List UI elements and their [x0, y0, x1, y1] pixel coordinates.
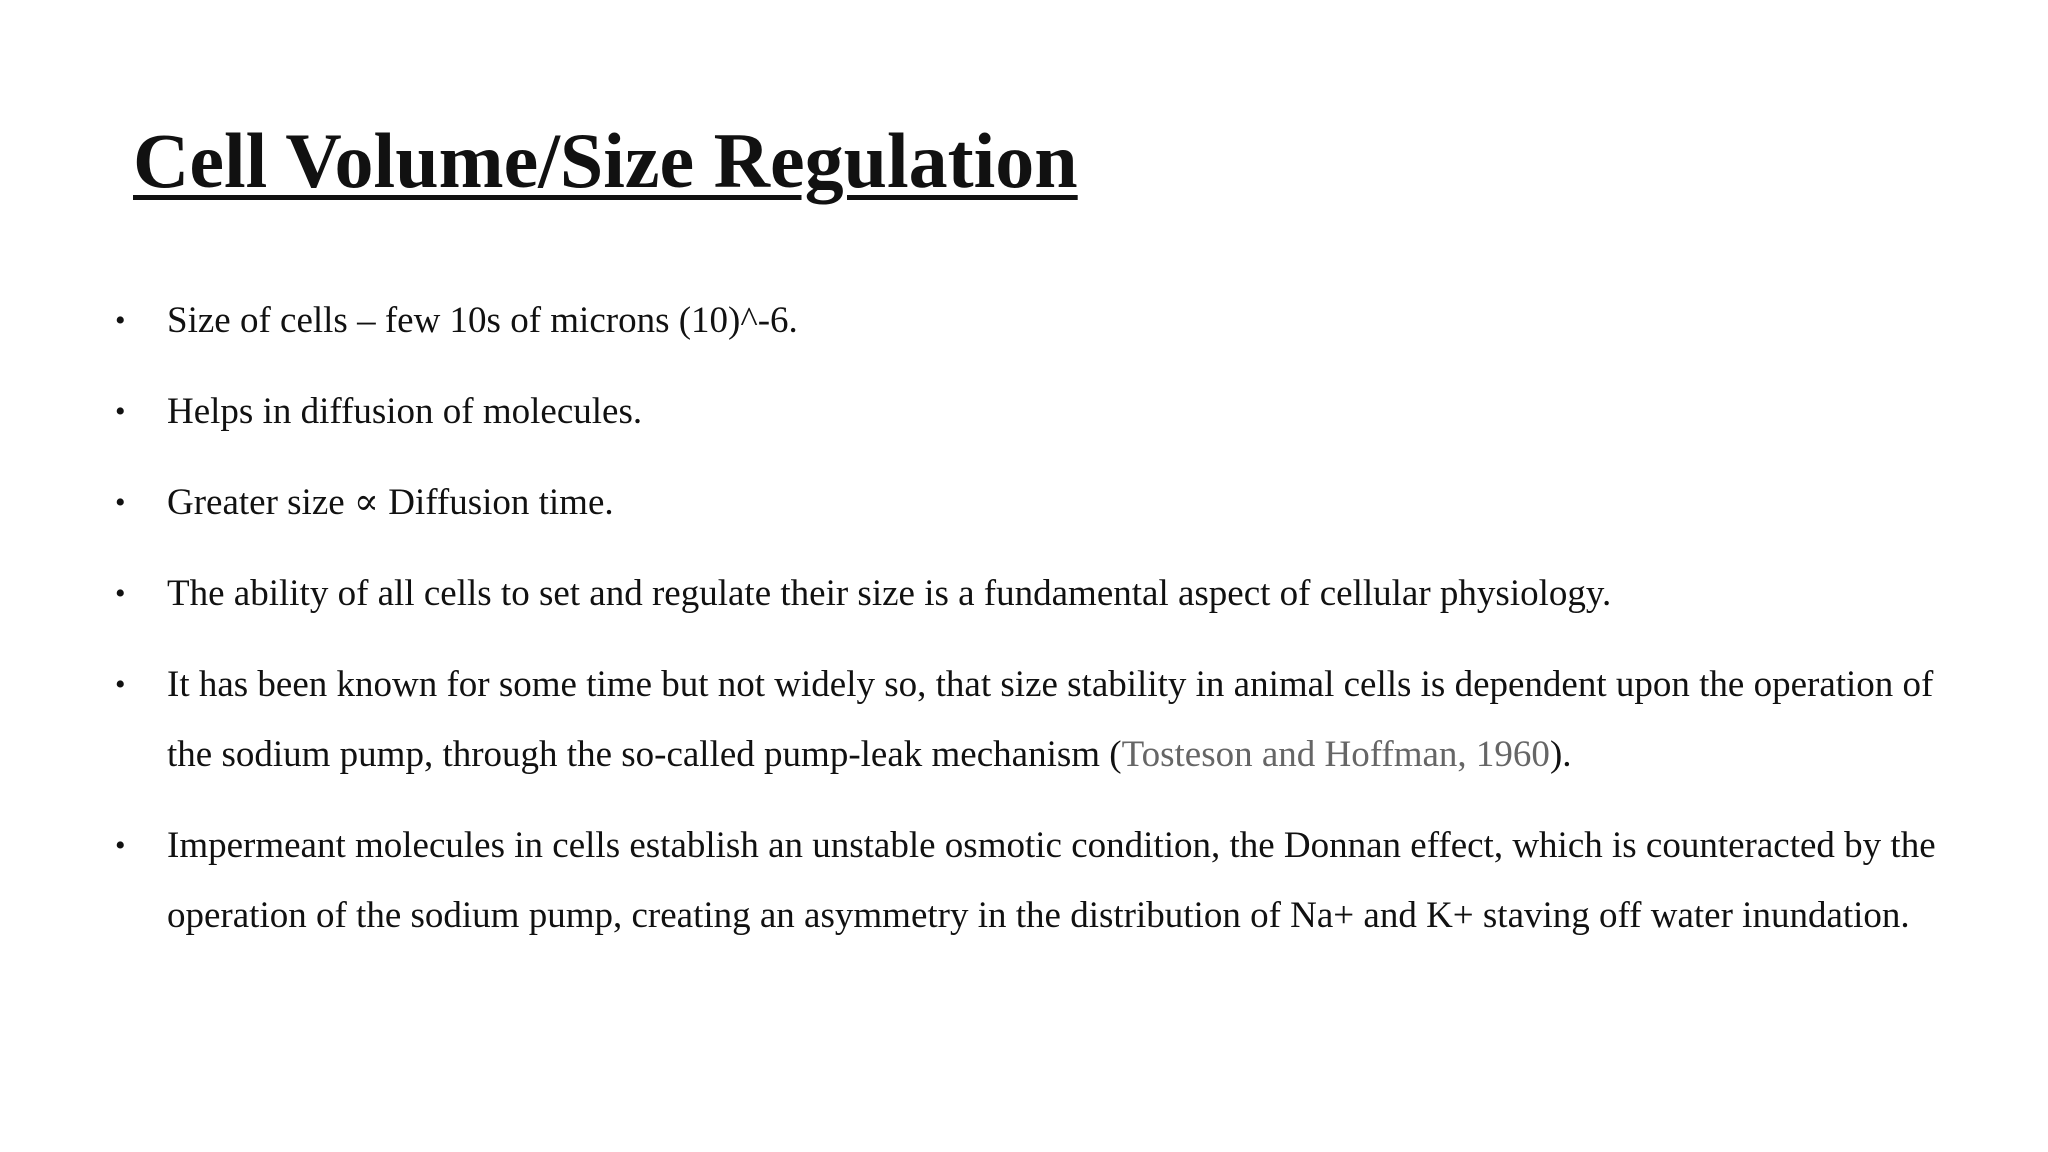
bullet-text-end: ).	[1549, 734, 1572, 775]
bullet-icon: •	[115, 395, 126, 428]
slide-title: Cell Volume/Size Regulation	[133, 117, 1078, 204]
bullet-text: It has been known for some time but not widely so, that size stability in animal cells is dependent upon the operation of the sodium pump, through the so-called pump-leak mechanism (	[167, 664, 1934, 775]
bullet-icon: •	[115, 668, 126, 701]
bullet-icon: •	[115, 486, 126, 519]
bullet-list	[112, 286, 1962, 972]
bullet-icon: •	[115, 577, 126, 610]
bullet-item-diffusion	[112, 377, 1962, 447]
bullet-text: The ability of all cells to set and regulate their size is a fundamental aspect of cellular physiology.	[167, 573, 1612, 614]
bullet-text: Helps in diffusion of molecules.	[167, 391, 643, 432]
bullet-icon: •	[115, 304, 126, 337]
bullet-text: Size of cells – few 10s of microns (10)^-6.	[167, 300, 798, 341]
bullet-text: Greater size ∝ Diffusion time.	[167, 482, 614, 523]
bullet-item-donnan-effect	[112, 811, 1962, 951]
bullet-icon: •	[115, 829, 126, 862]
bullet-text: Impermeant molecules in cells establish an unstable osmotic condition, the Donnan effect, which is counteracted by the operation of the sodium pump, creating an asymmetry in the distribution of Na+ and K+ staving off water inundation.	[167, 825, 1936, 936]
bullet-item-size-time	[112, 468, 1962, 538]
citation-link[interactable]: Tosteson and Hoffman, 1960	[1121, 734, 1550, 775]
bullet-item-regulation	[112, 559, 1962, 629]
bullet-item-sodium-pump	[112, 650, 1962, 790]
bullet-item-cell-size	[112, 286, 1962, 356]
